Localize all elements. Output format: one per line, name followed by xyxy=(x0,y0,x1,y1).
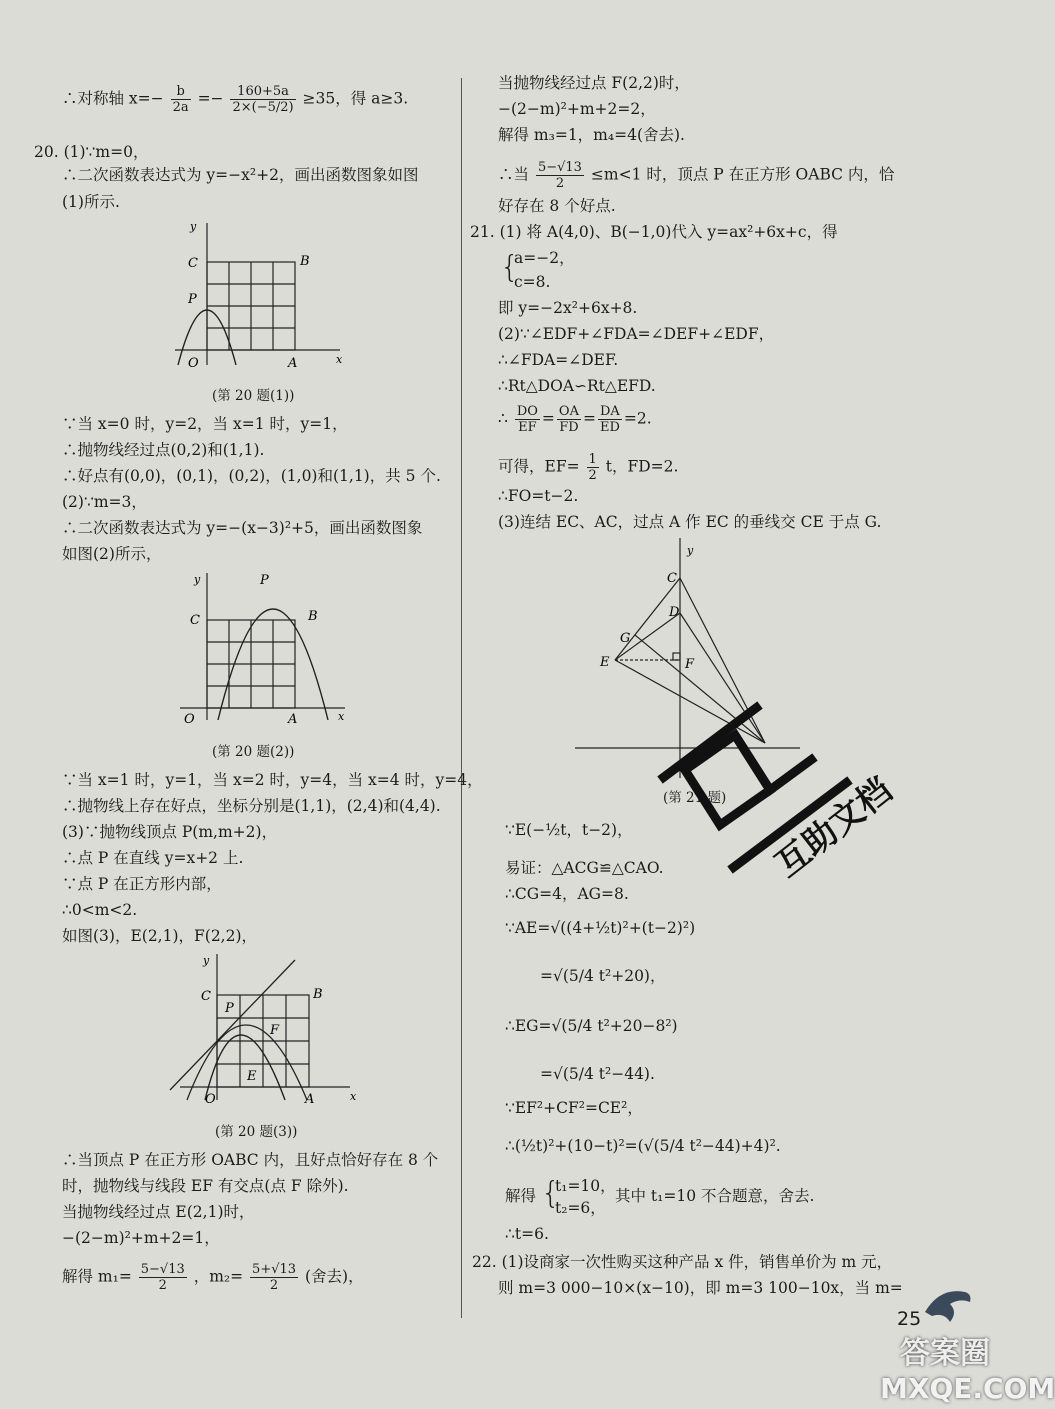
svg-text:A: A xyxy=(288,712,298,727)
corner-watermark-logo: 答案圈 xyxy=(900,1336,990,1371)
fraction xyxy=(171,84,191,115)
svg-text:A: A xyxy=(288,356,298,371)
text-line: 易证：△ACG≌△CAO. xyxy=(505,859,664,877)
svg-text:B: B xyxy=(308,609,318,624)
svg-text:P: P xyxy=(188,292,197,307)
text-line: 即 y=−2x²+6x+8. xyxy=(498,299,638,317)
svg-text:F: F xyxy=(270,1023,280,1038)
stamp-text: 互助文档 xyxy=(767,770,900,886)
text-line: (2)∵∠EDF+∠FDA=∠DEF+∠EDF， xyxy=(498,325,775,343)
fraction xyxy=(515,404,540,435)
text-line: ∵E(−½t，t−2)， xyxy=(505,821,633,839)
text-line: ∴EG=√(5/4 t²+20−8²) xyxy=(505,1017,678,1035)
text-line: 则 m=3 000−10×(x−10)，即 m=3 100−10x，当 m= xyxy=(498,1279,903,1297)
text: ≤m<1 时，顶点 P 在正方形 OABC 内，恰 xyxy=(590,165,895,184)
q21-heading: 21. (1) 将 A(4,0)、B(−1,0)代入 y=ax²+6x+c，得 xyxy=(470,223,838,241)
text-line: ∵点 P 在正方形内部， xyxy=(62,875,222,893)
numerator: b xyxy=(171,84,191,100)
text-line: 时，抛物线与线段 EF 有交点(点 F 除外). xyxy=(62,1177,349,1195)
numerator: 160+5a xyxy=(230,84,295,100)
svg-text:E: E xyxy=(600,655,610,670)
text: ≥35，得 a≥3. xyxy=(302,89,409,108)
text: ∴ xyxy=(498,409,508,428)
text-line: ∴二次函数表达式为 y=−x²+2，画出函数图象如图 xyxy=(62,166,419,184)
numerator: DA xyxy=(598,404,622,420)
page-number: 25 xyxy=(897,1308,922,1330)
corner-watermark-site: MXQE.COM xyxy=(880,1372,1055,1405)
figure-20-2 xyxy=(170,568,360,738)
text-line: =√(5/4 t²+20)， xyxy=(540,967,666,985)
text: 解得 m₁= xyxy=(62,1267,132,1286)
svg-text:O: O xyxy=(205,1092,216,1107)
text-line: ∴抛物线经过点(0,2)和(1,1). xyxy=(62,441,265,459)
text: t，FD=2. xyxy=(605,457,679,476)
svg-text:y: y xyxy=(190,220,197,233)
denominator: 2 xyxy=(158,1278,167,1293)
text: =2. xyxy=(623,409,652,428)
fraction xyxy=(536,160,584,191)
text: t₂=6， xyxy=(555,1199,606,1217)
text-line: ∴当顶点 P 在正方形 OABC 内，且好点恰好存在 8 个 xyxy=(62,1151,439,1169)
fraction xyxy=(557,404,581,435)
text: 解得 xyxy=(505,1187,537,1205)
text-line: ∴0<m<2. xyxy=(62,901,138,919)
text-line: (1)所示. xyxy=(62,193,120,211)
fraction xyxy=(230,84,295,115)
svg-text:B: B xyxy=(313,987,323,1002)
svg-text:A: A xyxy=(305,1092,315,1107)
svg-text:G: G xyxy=(620,631,631,646)
svg-text:C: C xyxy=(667,571,677,586)
svg-text:x: x xyxy=(336,353,343,366)
svg-text:C: C xyxy=(190,613,200,628)
denominator: ED xyxy=(599,420,620,435)
svg-text:B: B xyxy=(300,254,310,269)
svg-text:x: x xyxy=(338,710,345,723)
watermark-stamp xyxy=(650,700,900,886)
text-line: ∴二次函数表达式为 y=−(x−3)²+5，画出函数图象 xyxy=(62,519,423,537)
denominator: 2×(−5/2) xyxy=(232,100,294,115)
figure-caption: (第 20 题(1)) xyxy=(212,388,295,404)
denominator: 2 xyxy=(269,1278,279,1293)
column-divider xyxy=(461,78,462,1318)
text-line: ∴FO=t−2. xyxy=(498,487,579,505)
text-line: −(2−m)²+m+2=2， xyxy=(498,100,656,118)
text-line: ∵当 x=1 时，y=1，当 x=2 时，y=4，当 x=4 时，y=4， xyxy=(62,771,483,789)
svg-text:P: P xyxy=(225,1001,234,1016)
dolphin-icon xyxy=(920,1282,975,1332)
text-line: 好存在 8 个好点. xyxy=(498,197,616,215)
text-line: −(2−m)²+m+2=1， xyxy=(62,1229,220,1247)
ratio-line: ∴ $\frac{DO}{EF}$ = $\frac{OA}{FD}$ = $\frac{DA}{ED}$ =2. xyxy=(498,404,652,435)
text: =− xyxy=(197,89,224,108)
figure-20-1 xyxy=(160,215,360,385)
text-line: ∵AE=√((4+½t)²+(t−2)²) xyxy=(505,919,696,937)
svg-text:O: O xyxy=(184,712,195,727)
text-line: 当抛物线经过点 F(2,2)时， xyxy=(498,74,690,92)
text: 其中 t₁=10 不合题意，舍去. xyxy=(615,1187,815,1205)
denominator: FD xyxy=(559,420,579,435)
text-line: ∴点 P 在直线 y=x+2 上. xyxy=(62,849,244,867)
text-line: ∴(½t)²+(10−t)²=(√(5/4 t²−44)+4)². xyxy=(505,1137,781,1155)
numerator: 5+√13 xyxy=(252,1262,297,1277)
fraction xyxy=(587,452,599,483)
svg-text:x: x xyxy=(350,1090,357,1103)
numerator: OA xyxy=(558,404,579,419)
text-line: ∵EF²+CF²=CE²， xyxy=(505,1099,643,1117)
text-line: 如图(3)，E(2,1)，F(2,2)， xyxy=(62,927,258,945)
denominator: 2a xyxy=(172,100,189,115)
fraction xyxy=(250,1262,298,1293)
text-line: ∴t=6. xyxy=(505,1225,549,1243)
text: ∴当 xyxy=(498,165,530,184)
text-line: ∴∠FDA=∠DEF. xyxy=(498,351,619,369)
svg-text:y: y xyxy=(203,954,210,967)
range-line xyxy=(498,160,894,191)
q20-heading: 20. (1)∵m=0， xyxy=(34,143,149,161)
text-line: 如图(2)所示， xyxy=(62,545,162,563)
svg-text:y: y xyxy=(687,544,694,557)
svg-text:E: E xyxy=(247,1069,257,1084)
numerator: 1 xyxy=(588,452,597,467)
q22-heading: 22. (1)设商家一次性购买这种产品 x 件，销售单价为 m 元， xyxy=(472,1253,893,1271)
solution-m1-m2 xyxy=(62,1262,364,1293)
stamp-logo xyxy=(650,700,900,886)
figure-20-3 xyxy=(165,950,365,1115)
text-line: c=8. xyxy=(514,273,551,291)
fraction xyxy=(139,1262,187,1293)
text-line: 解得 m₃=1，m₄=4(舍去). xyxy=(498,126,685,144)
numerator: 5−√13 xyxy=(537,160,582,175)
text-line: ∴好点有(0,0)，(0,1)，(0,2)，(1,0)和(1,1)，共 5 个. xyxy=(62,467,441,485)
figure-caption: (第 20 题(3)) xyxy=(215,1124,298,1140)
text: (舍去)， xyxy=(304,1267,364,1286)
svg-text:C: C xyxy=(188,256,198,271)
text-line: ∴CG=4，AG=8. xyxy=(505,885,629,903)
text-line: ∵当 x=0 时，y=2，当 x=1 时，y=1， xyxy=(62,415,348,433)
text: t₁=10， xyxy=(555,1177,616,1195)
fraction xyxy=(598,404,622,435)
text-line: 当抛物线经过点 E(2,1)时， xyxy=(62,1203,255,1221)
ef-line xyxy=(498,452,678,483)
svg-text:F: F xyxy=(685,657,695,672)
text-line: ∴Rt△DOA∽Rt△EFD. xyxy=(498,377,656,395)
svg-text:P: P xyxy=(260,573,269,588)
numerator: DO xyxy=(516,404,538,419)
text-line: (3)∵抛物线顶点 P(m,m+2)， xyxy=(62,823,278,841)
text-line: (3)连结 EC、AC，过点 A 作 EC 的垂线交 CE 于点 G. xyxy=(498,513,882,531)
text: ∴对称轴 x=− xyxy=(62,89,164,108)
svg-text:D: D xyxy=(669,605,680,620)
figure-caption: (第 20 题(2)) xyxy=(212,744,295,760)
denominator: 2 xyxy=(555,176,565,191)
text-line: (2)∵m=3， xyxy=(62,493,147,511)
symmetry-axis-line xyxy=(62,84,408,115)
text-line: =√(5/4 t²−44). xyxy=(540,1065,655,1083)
text-line: ∴抛物线上存在好点，坐标分别是(1,1)，(2,4)和(4,4). xyxy=(62,797,441,815)
numerator: 5−√13 xyxy=(140,1262,185,1277)
text: 可得，EF= xyxy=(498,457,580,476)
denominator: 2 xyxy=(588,468,597,483)
svg-text:y: y xyxy=(194,573,201,586)
svg-text:C: C xyxy=(201,989,211,1004)
text: ，m₂= xyxy=(193,1267,244,1286)
denominator: EF xyxy=(518,420,537,435)
figure-caption: (第 21 题) xyxy=(663,790,727,806)
text-line: a=−2， xyxy=(514,249,575,267)
svg-text:O: O xyxy=(188,356,199,371)
